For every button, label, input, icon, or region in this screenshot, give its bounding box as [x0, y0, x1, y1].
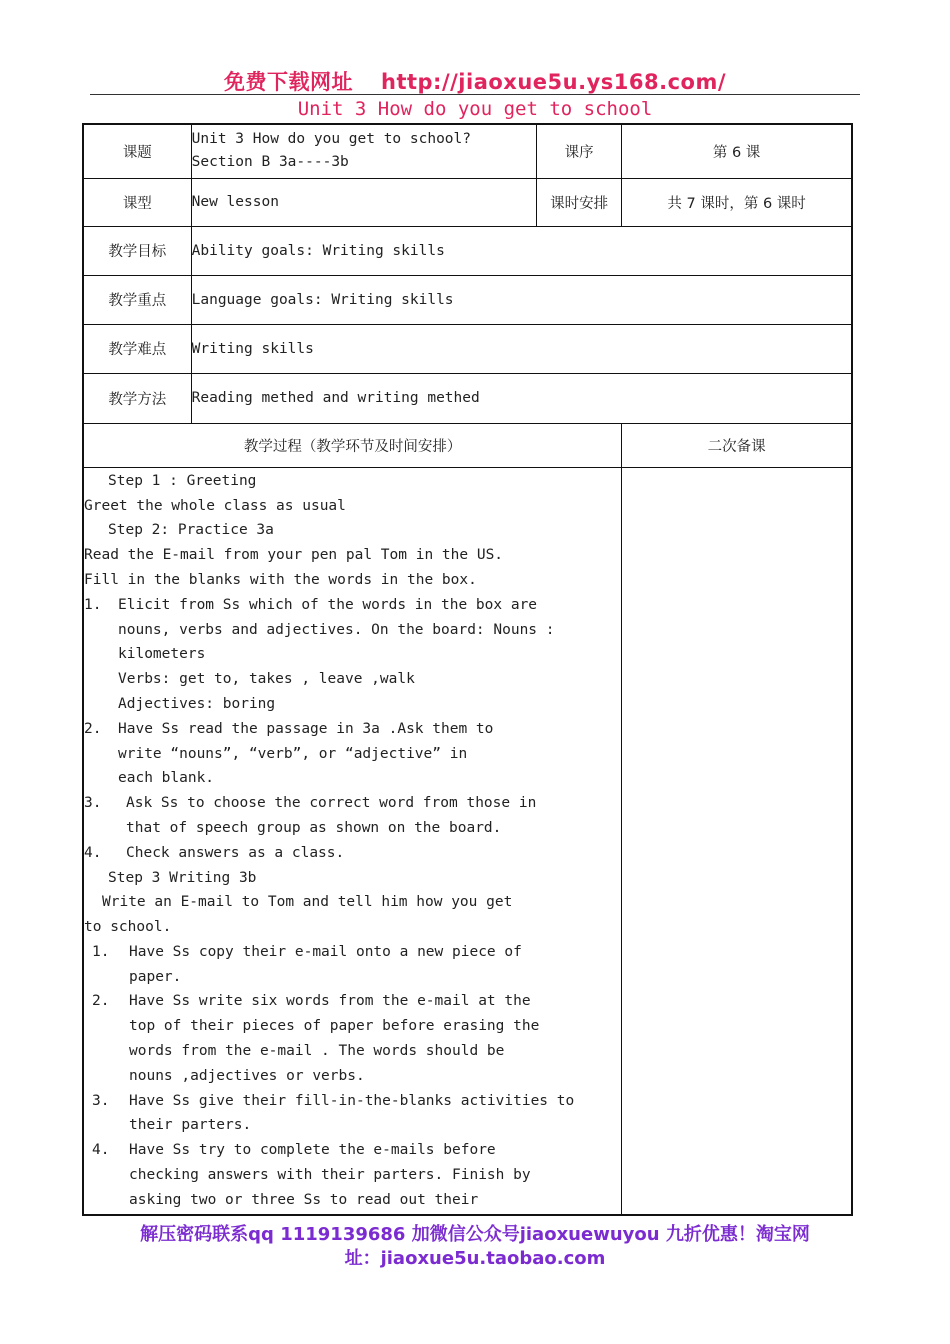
process-line: nouns, verbs and adjectives. On the board: Nouns :	[118, 621, 555, 638]
footer-line2[interactable]: 址：jiaoxue5u.taobao.com	[344, 1248, 606, 1269]
notes-body[interactable]	[622, 467, 852, 1215]
topic-value	[191, 124, 536, 178]
type-value: New lesson	[191, 178, 536, 226]
process-line: Greet the whole class as usual	[84, 497, 346, 514]
process-line: to school.	[84, 919, 172, 936]
process-line: Write an E-mail to Tom and tell him how you get	[102, 894, 513, 911]
schedule-value: 共 7 课时，第 6 课时	[622, 178, 852, 226]
list-number: 1.	[84, 596, 102, 613]
list-number: 1.	[92, 943, 110, 960]
goals-label: 教学目标	[83, 226, 191, 275]
process-line: words from the e-mail . The words should be	[129, 1043, 505, 1060]
process-line: asking two or three Ss to read out their	[129, 1191, 479, 1208]
process-line: Step 1 : Greeting	[108, 472, 257, 489]
process-line: Elicit from Ss which of the words in the box are	[118, 596, 538, 613]
goals-value: Ability goals: Writing skills	[191, 226, 852, 275]
row-topic	[83, 124, 852, 178]
process-line: Adjectives: boring	[118, 695, 276, 712]
download-label: 免费下载网址	[224, 70, 353, 94]
process-line: top of their pieces of paper before erasing the	[129, 1018, 540, 1035]
download-url[interactable]: http://jiaoxue5u.ys168.com/	[381, 70, 726, 94]
unit-title: Unit 3 How do you get to school	[297, 98, 653, 120]
notes-header: 二次备课	[622, 423, 852, 467]
process-line: their parters.	[129, 1117, 252, 1134]
method-value: Reading methed and writing methed	[191, 373, 852, 423]
process-line: Read the E-mail from your pen pal Tom in the US.	[84, 547, 504, 564]
download-header	[0, 66, 950, 96]
list-number: 3.	[92, 1092, 110, 1109]
list-number: 2.	[92, 993, 110, 1010]
process-line: Fill in the blanks with the words in the box.	[84, 571, 477, 588]
topic-line2: Section B 3a----3b	[191, 154, 349, 171]
order-value: 第 6 课	[622, 124, 852, 178]
process-line: Step 3 Writing 3b	[108, 869, 257, 886]
header-rule	[90, 94, 860, 95]
row-process-body	[83, 467, 852, 1215]
row-method	[83, 373, 852, 423]
order-label: 课序	[537, 124, 622, 178]
key-value: Language goals: Writing skills	[191, 275, 852, 324]
process-line: that of speech group as shown on the board.	[126, 819, 502, 836]
process-line: each blank.	[118, 770, 215, 787]
process-line: checking answers with their parters. Finish by	[129, 1167, 531, 1184]
difficult-label: 教学难点	[83, 324, 191, 373]
type-label: 课型	[83, 178, 191, 226]
schedule-label: 课时安排	[537, 178, 622, 226]
row-type	[83, 178, 852, 226]
key-label: 教学重点	[83, 275, 191, 324]
list-number: 4.	[92, 1142, 110, 1159]
process-line: Check answers as a class.	[126, 844, 345, 861]
footer-line1: 解压密码联系qq 1119139686 加微信公众号jiaoxuewuyou 九折优惠！淘宝网	[140, 1224, 810, 1245]
list-number: 4.	[84, 844, 102, 861]
row-key-points	[83, 275, 852, 324]
lesson-plan-table	[82, 123, 853, 1216]
list-number: 3.	[84, 795, 102, 812]
method-label: 教学方法	[83, 373, 191, 423]
process-header: 教学过程（教学环节及时间安排）	[83, 423, 622, 467]
process-line: Have Ss try to complete the e-mails before	[129, 1142, 496, 1159]
process-body	[83, 467, 622, 1215]
process-line: kilometers	[118, 646, 206, 663]
process-line: Verbs: get to, takes , leave ,walk	[118, 671, 415, 688]
process-line: Ask Ss to choose the correct word from those in	[126, 795, 537, 812]
row-difficult-points	[83, 324, 852, 373]
process-line: Have Ss copy their e-mail onto a new piece of	[129, 943, 522, 960]
topic-line1: Unit 3 How do you get to school?	[191, 131, 471, 148]
process-line: Step 2: Practice 3a	[108, 522, 274, 539]
row-process-header	[83, 423, 852, 467]
list-number: 2.	[84, 720, 102, 737]
row-goals	[83, 226, 852, 275]
topic-label: 课题	[83, 124, 191, 178]
difficult-value: Writing skills	[191, 324, 852, 373]
process-line: Have Ss write six words from the e-mail at the	[129, 993, 531, 1010]
process-line: paper.	[129, 968, 182, 985]
process-line: Have Ss read the passage in 3a .Ask them to	[118, 720, 494, 737]
process-line: nouns ,adjectives or verbs.	[129, 1067, 365, 1084]
process-line: Have Ss give their fill-in-the-blanks activities to	[129, 1092, 575, 1109]
process-line: write “nouns”, “verb”, or “adjective” in	[118, 745, 468, 762]
